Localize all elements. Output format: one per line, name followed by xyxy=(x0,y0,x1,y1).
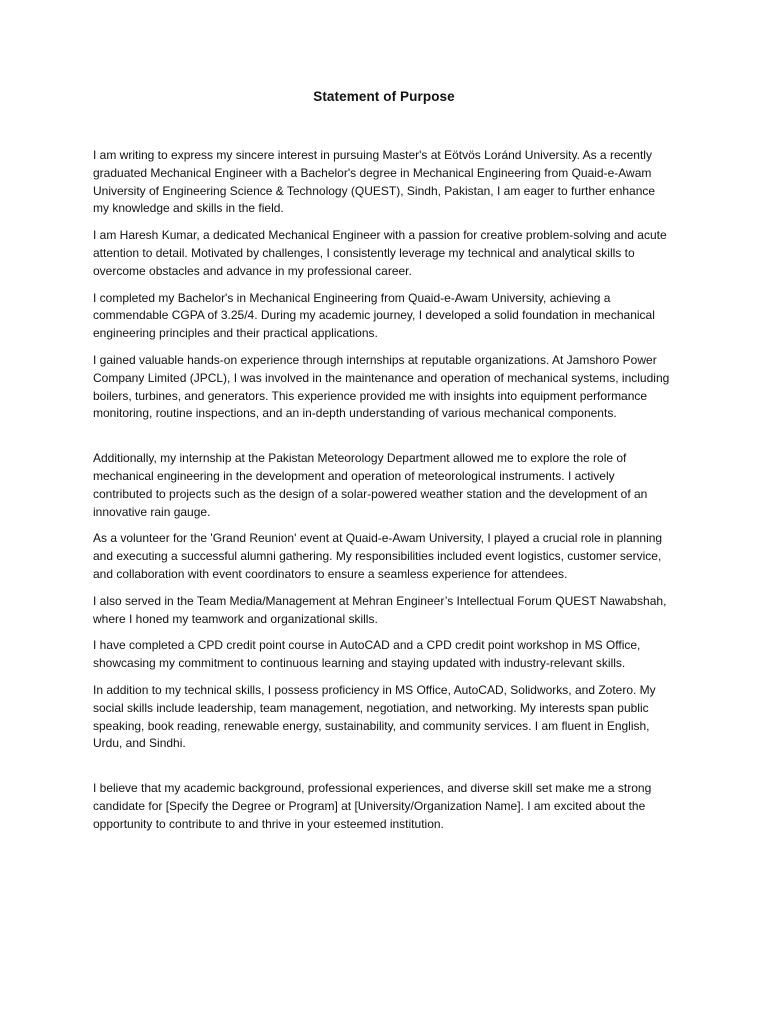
document-body xyxy=(93,147,673,843)
paragraph-meteorology-internship: Additionally, my internship at the Pakistan Meteorology Department allowed me to explore the role of mechanical engineering in the development and operation of meteorological instruments. I actively contributed to projects such as the design of a solar-powered weather station and the development of an innovative rain gauge. xyxy=(93,451,648,519)
paragraph-education: I completed my Bachelor's in Mechanical Engineering from Quaid-e-Awam University, achieving a commendable CGPA of 3.25/4. During my academic journey, I developed a solid foundation in mechanical engineering principles and their practical applications. xyxy=(93,290,655,341)
paragraph-about-me: I am Haresh Kumar, a dedicated Mechanical Engineer with a passion for creative problem-solving and acute attention to detail. Motivated by challenges, I consistently leverage my technical and analytical skills to overcome obstacles and advance in my professional career. xyxy=(93,228,667,278)
paragraph-volunteer: As a volunteer for the 'Grand Reunion' event at Quaid-e-Awam University, I played a crucial role in planning and executing a successful alumni gathering. My responsibilities included event logistics, customer service, and collaboration with event coordinators to ensure a seamless experience for attendees. xyxy=(93,531,663,581)
document-title: Statement of Purpose xyxy=(313,89,455,104)
paragraph-cpd-courses: I have completed a CPD credit point course in AutoCAD and a CPD credit point workshop in MS Office, showcasing my commitment to continuous learning and staying updated with industry-relevant skills. xyxy=(93,638,641,671)
paragraph-intro: I am writing to express my sincere interest in pursuing Master's at Eötvös Loránd University. As a recently graduated Mechanical Engineer with a Bachelor's degree in Mechanical Engineering from Quaid-e-Awam University of Engineering Science & Technology (QUEST), Sindh, Pakistan, I am eager to further enhance my knowledge and skills in the field. xyxy=(93,148,656,216)
paragraph-skills: In addition to my technical skills, I possess proficiency in MS Office, AutoCAD, Solidworks, and Zotero. My social skills include leadership, team management, negotiation, and networking. My interests span public speaking, book reading, renewable energy, sustainability, and community services. I am fluent in English, Urdu, and Sindhi. xyxy=(93,682,656,751)
paragraph-conclusion: I believe that my academic background, professional experiences, and diverse skill set make me a strong candidate for [Specify the Degree or Program] at [University/Organization Name]. I am excited about the opportunity to contribute to and thrive in your esteemed institution. xyxy=(93,781,652,831)
paragraph-team-media: I also served in the Team Media/Management at Mehran Engineer’s Intellectual Forum QUEST Nawabshah, where I honed my teamwork and organizational skills. xyxy=(93,593,667,626)
paragraph-jpcl-internship: I gained valuable hands-on experience through internships at reputable organizations. At Jamshoro Power Company Limited (JPCL), I was involved in the maintenance and operation of mechanical systems, including boilers, turbines, and generators. This experience provided me with insights into equipment performance monitoring, routine inspections, and an in-depth understanding of various mechanical components. xyxy=(93,352,670,421)
